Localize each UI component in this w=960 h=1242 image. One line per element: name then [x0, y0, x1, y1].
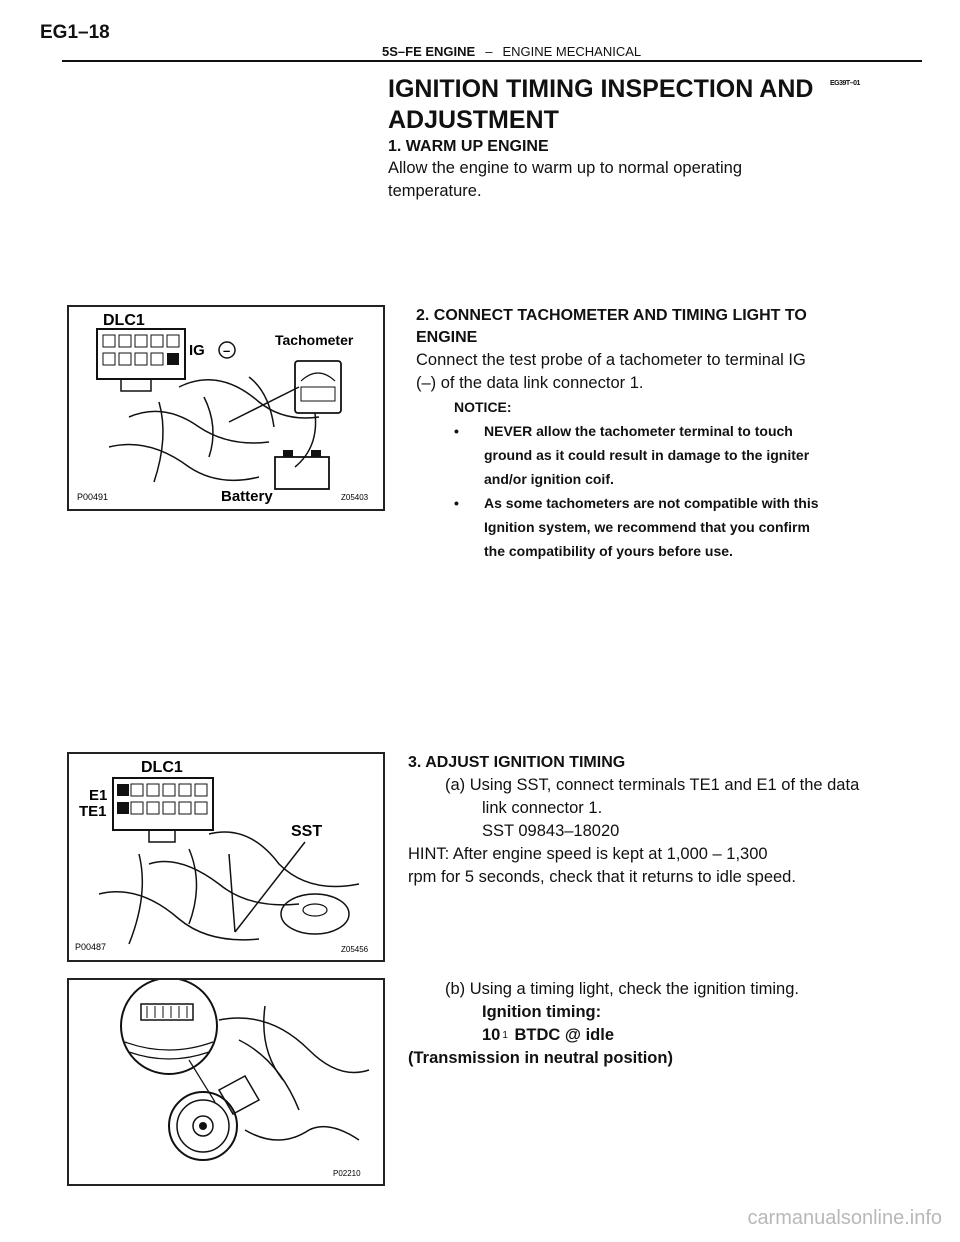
sst-number: SST 09843–18020: [482, 822, 620, 840]
notice-item: [452, 491, 896, 563]
notice-label: NOTICE:: [454, 399, 512, 415]
bullet-icon: •: [454, 495, 459, 511]
step-1-text-2: temperature.: [388, 182, 482, 200]
step-3-heading: 3. ADJUST IGNITION TIMING: [408, 754, 626, 771]
step-2-text-1: Connect the test probe of a tachometer to terminal IG: [416, 351, 806, 369]
battery-icon: [275, 457, 329, 489]
figure-timing-light: [67, 978, 385, 1186]
section-subject: ENGINE MECHANICAL: [502, 44, 642, 59]
notice-1-line-2: ground as it could result in damage to the igniter: [484, 447, 810, 463]
step-3a-text-1: (a) Using SST, connect terminals TE1 and E1 of the data: [445, 776, 860, 794]
label-dlc1: DLC1: [103, 312, 145, 329]
timing-degrees: 10: [482, 1026, 501, 1044]
step-3b-text: (b) Using a timing light, check the ignition timing.: [445, 980, 799, 998]
figure-3-code-right: P02210: [333, 1169, 361, 1178]
page-title: [388, 74, 828, 136]
step-3a-text-2: link connector 1.: [482, 799, 603, 817]
timing-light-illustration: [69, 980, 383, 1184]
ignition-timing-label: Ignition timing:: [482, 1003, 602, 1021]
degree-symbol: 1: [502, 1030, 508, 1041]
title-line-1: IGNITION TIMING INSPECTION AND: [388, 75, 814, 103]
ignition-timing-value: [408, 1024, 908, 1047]
notice-1-line-1: NEVER allow the tachometer terminal to touch: [484, 423, 793, 439]
notice-2-line-1: As some tachometers are not compatible with this: [484, 495, 819, 511]
step-3: [408, 752, 908, 889]
header-rule: [62, 60, 922, 62]
figure-tachometer: [67, 305, 385, 511]
page-number: EG1–18: [40, 22, 110, 43]
hint-line-1: HINT: After engine speed is kept at 1,000 – 1,300: [408, 845, 768, 863]
notice-item: [452, 419, 896, 491]
step-2-heading-2: ENGINE: [416, 329, 478, 346]
notice-2-line-3: the compatibility of yours before use.: [484, 543, 733, 559]
figure-2-code-right: Z05456: [341, 945, 369, 954]
label-sst: SST: [291, 823, 323, 840]
timing-condition: BTDC @ idle: [509, 1026, 615, 1044]
sst-illustration: [69, 754, 383, 960]
label-e1: E1: [89, 787, 108, 804]
step-1-heading: 1. WARM UP ENGINE: [388, 138, 549, 155]
label-tachometer: Tachometer: [275, 332, 354, 348]
step-2-text-2: (–) of the data link connector 1.: [416, 374, 644, 392]
label-te1: TE1: [79, 803, 107, 820]
notice-list: [416, 419, 896, 563]
step-1-text-1: Allow the engine to warm up to normal operating: [388, 159, 743, 177]
hint-line-2: rpm for 5 seconds, check that it returns to idle speed.: [408, 868, 796, 886]
label-dlc1: DLC1: [141, 759, 183, 776]
header-separator: –: [485, 44, 493, 59]
step-3b: [408, 978, 908, 1070]
label-battery: Battery: [221, 488, 273, 505]
label-ig: IG: [189, 342, 205, 359]
label-minus: –: [223, 343, 231, 358]
notice-1-line-3: and/or ignition coif.: [484, 471, 614, 487]
step-1: [388, 137, 828, 203]
section-code: EG39T–01: [830, 80, 860, 87]
figure-1-code-right: Z05403: [341, 493, 369, 502]
figure-1-code-left: P00491: [77, 492, 109, 502]
step-2-heading-1: 2. CONNECT TACHOMETER AND TIMING LIGHT TO: [416, 307, 807, 324]
step-2: [416, 305, 896, 563]
notice-2-line-2: Ignition system, we recommend that you confirm: [484, 519, 810, 535]
watermark: carmanualsonline.info: [747, 1207, 942, 1229]
magnifier-icon: [121, 980, 217, 1074]
figure-2-code-left: P00487: [75, 942, 107, 952]
bullet-icon: •: [454, 423, 459, 439]
figure-sst: [67, 752, 385, 962]
section-engine: 5S–FE ENGINE: [382, 44, 476, 59]
title-line-2: ADJUSTMENT: [388, 106, 559, 134]
section-header: [382, 44, 641, 59]
tachometer-illustration: [69, 307, 383, 509]
transmission-note: (Transmission in neutral position): [408, 1049, 673, 1067]
